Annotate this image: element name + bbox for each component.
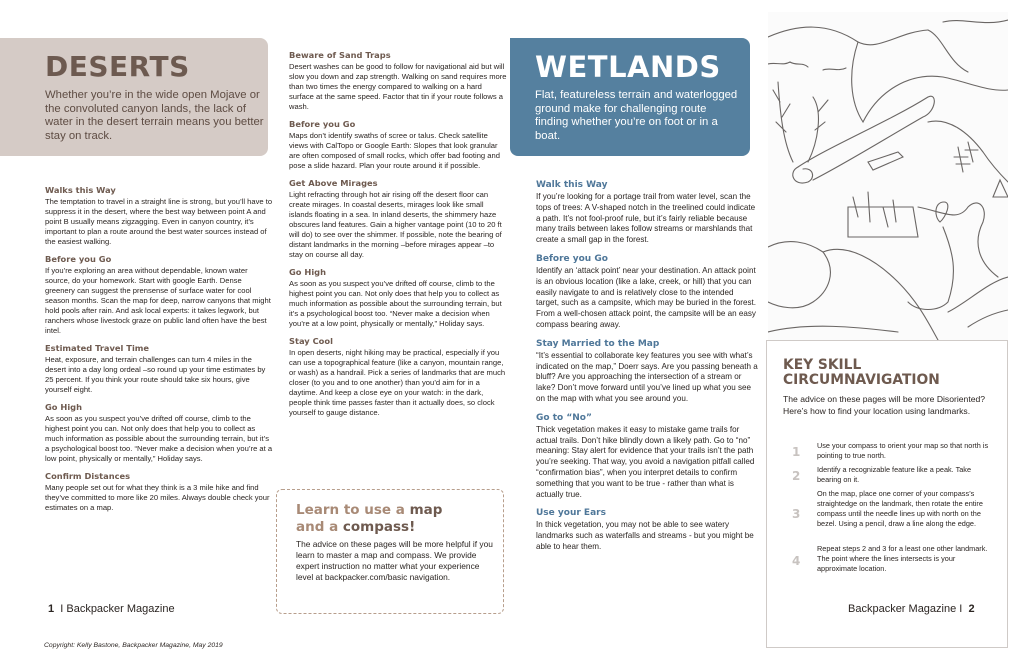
section-body: Many people set out for what they think is a 3 mile hike and find they’ve committed to more like 20 miles. Always double check your estimates on a map.: [45, 483, 270, 512]
section-heading: Use your Ears: [536, 508, 606, 519]
section-body: As soon as you suspect you’ve drifted off course, climb to the highest point you can. Not only does that help you to collect as much information as possible about the surrounding terrain, but it’s a psychological boost too. “Never make a decision when you’re at a low point, physically or mentally,” Holiday says.: [45, 414, 273, 463]
section-heading: Before you Go: [45, 254, 112, 264]
article-section: [289, 178, 507, 260]
step-number: 1: [792, 445, 801, 459]
step-number: 4: [792, 554, 801, 568]
deserts-title: DESERTS: [45, 50, 190, 83]
landscape-sketch-icon: [768, 12, 1008, 340]
section-body: Identify an ‘attack point’ near your destination. An attack point is an obvious location (like a lake, creek, or hill) that you can easily navigate to and is relatively close to the intended target, such as a campsite, which may be buried in the forest. From a well-chosen attack point, the campsite will be an easy compass bearing away.: [536, 265, 756, 329]
magazine-name: Backpacker Magazine I: [848, 603, 963, 615]
article-section: [289, 119, 507, 171]
section-body: Maps don’t identify swaths of scree or talus. Check satellite views with CalTopo or Google Earth: Slopes that look granular are often composed of small rocks, which offer bad footing and pose a slide hazard. Plan your route around it if possible.: [289, 131, 500, 170]
article-section: [289, 50, 507, 112]
landscape-illustration: [768, 12, 1008, 340]
section-body: Thick vegetation makes it easy to mistake game trails for actual trails. Don’t hike blindly down a likely path. Go to “no” meaning: Stay alert for evidence that your trails isn’t the path you’re seeking. That way, you avoid a navigation pitfall called “confirmation bias”, when you interpret details to confirm something that you want to be true - rather than what is actually true.: [536, 424, 755, 499]
article-section: [536, 412, 758, 501]
step-text: On the map, place one corner of your compass’s straightedge on the landmark, then rotate the entire compass until the needle lines up with north on the bezel. Using a pencil, draw a line along the edge.: [817, 489, 983, 528]
wetlands-title: WETLANDS: [535, 50, 721, 84]
article-section: [536, 179, 758, 246]
section-heading: Stay Cool: [289, 336, 333, 346]
section-body: Heat, exposure, and terrain challenges can turn 4 miles in the desert into a day long ordeal –so round up your time estimates by 25 percent. If you think your route should take six hours, give yourself eight.: [45, 355, 266, 394]
copyright-notice: Copyright: Kelly Bastone, Backpacker Magazine, May 2019: [44, 642, 223, 649]
section-heading: Stay Married to the Map: [536, 338, 660, 349]
section-heading: Walk this Way: [536, 180, 608, 190]
wetlands-intro: Flat, featureless terrain and waterlogged ground make for challenging route finding whether you’re on foot or in a boat.: [535, 89, 738, 142]
article-section: [536, 253, 758, 331]
step-number: 3: [792, 507, 801, 521]
section-body: “It’s essential to collaborate key features you see with what’s indicated on the map,” Doerr says. Are you passing beneath a bluff? Are you approaching the intersection of a stream or lake? Don’t move forward until you’ve lined up what you see on the map with what you see around you.: [536, 350, 758, 403]
page-folio-right: [848, 603, 975, 615]
article-section: [45, 254, 273, 336]
wetlands-header-panel: [510, 38, 750, 156]
section-body: As soon as you suspect you’ve drifted off course, climb to the highest point you can. Not only does that help you to collect as much information as possible about the surrounding terrain, but it’s a psychological boost too. “Never make a decision when you’re at a low point, physically or mentally,” Holiday says.: [289, 279, 502, 328]
wetlands-column: [536, 179, 758, 560]
article-section: [45, 402, 273, 464]
section-heading: Go High: [45, 402, 83, 412]
step-text: Identify a recognizable feature like a peak. Take bearing on it.: [817, 465, 972, 484]
section-heading: Estimated Travel Time: [45, 343, 150, 353]
page-number: 1: [48, 603, 55, 615]
key-skill-box: [766, 340, 1008, 648]
deserts-intro: Whether you’re in the wide open Mojave or the convoluted canyon lands, the lack of water in the desert terrain means you better stay on track.: [45, 89, 264, 142]
section-body: Desert washes can be good to follow for navigational aid but will slow you down and zap strength. Walking on sand requires more than two times the energy compared to walking on a hard surface at the same speed. Factor that tin if your route follows a wash.: [289, 62, 507, 111]
callout-title-emphasis: map: [409, 502, 443, 518]
article-section: [536, 507, 758, 552]
section-body: The temptation to travel in a straight line is strong, but you’ll have to suppress it in the desert, where the best way between point A and point B usually means zigzagging. Even in canyon country, it’s important to plan a route around the best water sources instead of the easiest walking.: [45, 197, 273, 246]
section-body: In open deserts, night hiking may be practical, especially if you can use a topographical feature (like a canyon, mountain range, or wash) as a handrail. Pick a series of landmarks that are much closer (to you and to one another) than you’d aim for in a daytime. And keep a close eye on your watch: in the dark, people think time passes faster than it actually does, so clock yourself to gauge distance.: [289, 348, 506, 417]
article-section: [289, 267, 507, 329]
magazine-name: I Backpacker Magazine: [60, 603, 175, 615]
key-skill-title-line: CIRCUMNAVIGATION: [783, 372, 940, 388]
key-skill-intro: The advice on these pages will be more Disoriented? Here’s how to find your location using landmarks.: [783, 394, 986, 416]
key-skill-title: [783, 358, 940, 388]
page-folio-left: [48, 603, 175, 615]
section-heading: Get Above Mirages: [289, 178, 378, 188]
article-section: [45, 471, 273, 513]
callout-title-part: and a: [296, 519, 343, 535]
step-number: 2: [792, 469, 801, 483]
section-body: If you’re looking for a portage trail from water level, scan the tops of trees: A V-shaped notch in the treelined could indicate a path. It’s not fool-proof rule, but it’s fairly reliable because many trails between lakes follow streams or marshlands that create a small gap in the forest.: [536, 192, 756, 245]
page-number: 2: [968, 603, 975, 615]
step-text: Repeat steps 2 and 3 for a least one other landmark. The point where the lines intersects is your approximate location.: [817, 544, 988, 573]
section-heading: Confirm Distances: [45, 471, 131, 481]
article-section: [536, 338, 758, 405]
section-heading: Before you Go: [536, 253, 608, 264]
deserts-header-panel: [0, 38, 268, 156]
callout-title-emphasis: compass!: [342, 519, 416, 535]
article-section: [45, 185, 273, 247]
section-heading: Beware of Sand Traps: [289, 50, 391, 60]
section-body: In thick vegetation, you may not be able to see watery landmarks such as waterfalls and streams - but you might be able to hear them.: [536, 520, 754, 551]
key-skill-title-line: KEY SKILL: [783, 357, 862, 373]
section-heading: Go High: [289, 267, 327, 277]
callout-title: [296, 502, 442, 536]
article-section: [45, 343, 273, 395]
section-body: Light refracting through hot air rising off the desert floor can create mirages. In coastal deserts, mirages look like small islands floating in a sea. In inland deserts, the shimmery haze obscures land features. Gain a higher vantage point (10 to 20 ft will do) to see over the shimmer. If possible, note the bearing of distant landmarks in the morning –before mirages appear –to stay on course all day.: [289, 190, 502, 259]
callout-title-part: Learn to use a: [296, 502, 410, 518]
learn-map-compass-callout: [276, 489, 504, 614]
step-text: Use your compass to orient your map so that north is pointing to true north.: [817, 441, 989, 460]
callout-body: The advice on these pages will be more helpful if you learn to master a map and compass. We provide expert instruction no matter what your experience level at backpacker.com/basic navigation.: [296, 539, 493, 582]
deserts-column-1: [45, 185, 273, 520]
section-heading: Go to “No”: [536, 412, 592, 423]
article-section: [289, 336, 507, 418]
deserts-column-2: [289, 50, 507, 425]
section-body: If you’re exploring an area without dependable, known water source, do your homework. Start with google Earth. Dense greenery can suggest the prensense of surface water for cool season months. Scan the map for deep, narrow canyons that might hold pools after rain. And ask local experts: it takes legwork, but ranchers whose livestock graze on public land often have the best intel.: [45, 266, 271, 335]
section-heading: Before you Go: [289, 119, 356, 129]
section-heading: Walks this Way: [45, 185, 116, 195]
